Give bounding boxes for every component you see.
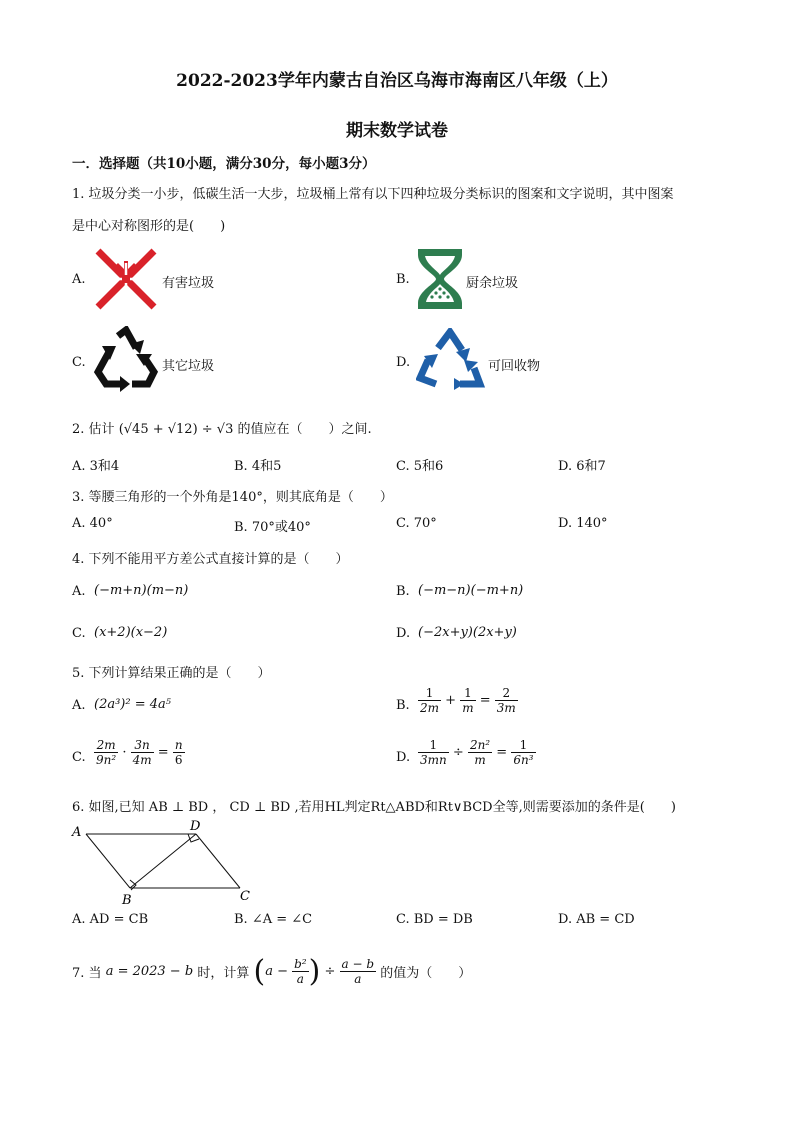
label-b: B	[122, 893, 132, 908]
q7-expression: (a − $\frac{\text{b²}}{a}$ ) ÷ $\frac{a - b}{a}$	[253, 954, 375, 989]
q1-option-c-letter: C.	[72, 355, 86, 370]
q1-option-c-label: 其它垃圾	[162, 359, 215, 374]
q6-option-a: A. AD = CB	[72, 912, 149, 927]
page-title: 2022-2023学年内蒙古自治区乌海市海南区八年级（上）	[176, 71, 618, 91]
q1-option-d-letter: D.	[396, 355, 411, 370]
q5-option-c-expression: $\frac{2m}{\text{9n²}}$ · $\frac{3n}{4m}$ = $\frac{n}{6}$	[96, 738, 183, 767]
page-subtitle: 期末数学试卷	[346, 121, 448, 141]
q5-stem: 5. 下列计算结果正确的是（ ）	[72, 666, 271, 681]
q2-option-b: B. 4和5	[234, 459, 282, 474]
q2-stem	[72, 418, 372, 437]
segment-dc	[196, 834, 240, 888]
q5-option-d-expression: $\frac{1}{3mn}$ ÷ $\frac{\text{2n²}}{m}$ = $\frac{1}{\text{6n³}}$	[420, 738, 534, 767]
q7-mid: 时，计算	[197, 966, 250, 981]
q4-option-a-letter: A.	[72, 584, 86, 599]
q4-option-d-letter: D.	[396, 626, 411, 641]
q5-option-a: (2a³)² = 4a⁵	[94, 697, 171, 712]
other-waste-icon	[92, 326, 160, 392]
label-c: C	[240, 889, 250, 904]
q1-option-b-label: 厨余垃圾	[466, 276, 519, 291]
q5-option-a-letter: A.	[72, 698, 86, 713]
q6-option-d: D. AB = CD	[558, 912, 635, 927]
section-heading: 一．选择题（共10小题，满分30分，每小题3分）	[72, 156, 376, 172]
q2-option-c: C. 5和6	[396, 459, 444, 474]
q7-suffix: 的值为（ ）	[380, 966, 472, 981]
q3-stem: 3. 等腰三角形的一个外角是140°，则其底角是（ ）	[72, 490, 393, 505]
segment-ab	[86, 834, 130, 888]
q5-option-b-letter: B.	[396, 698, 410, 713]
q7-prefix: 7. 当	[72, 966, 102, 981]
q2-option-a: A. 3和4	[72, 459, 120, 474]
q1-stem-line1: 1. 垃圾分类一小步，低碳生活一大步，垃圾桶上常有以下四种垃圾分类标识的图案和文字说明，其中图案	[72, 187, 674, 202]
q2-prefix: 2. 估计	[72, 422, 115, 437]
label-d: D	[190, 819, 201, 834]
q5-option-c-letter: C.	[72, 750, 86, 765]
q4-option-a: (−m+n)(m−n)	[94, 583, 189, 598]
q3-option-d: D. 140°	[558, 516, 608, 531]
q3-option-a: A. 40°	[72, 516, 113, 531]
q2-option-d: D. 6和7	[558, 459, 606, 474]
q4-option-c: (x+2)(x−2)	[94, 625, 168, 640]
q6-stem: 6. 如图,已知 AB ⊥ BD ， CD ⊥ BD ,若用HL判定Rt△ABD和Rt∨BCD全等,则需要添加的条件是( )	[72, 800, 676, 815]
q5-option-b-expression: $\frac{1}{2m}$ + $\frac{1}{m}$ = $\frac{2}{3m}$	[420, 686, 516, 715]
recyclable-icon	[416, 328, 486, 390]
q1-option-a-letter: A.	[72, 272, 86, 287]
label-a: A	[72, 825, 82, 840]
q3-option-c: C. 70°	[396, 516, 437, 531]
q6-figure	[68, 818, 268, 910]
q6-option-c: C. BD = DB	[396, 912, 473, 927]
kitchen-waste-icon	[416, 247, 464, 311]
q4-option-b: (−m−n)(−m+n)	[418, 583, 524, 598]
q5-option-d-letter: D.	[396, 750, 411, 765]
q6-option-b: B. ∠A = ∠C	[234, 912, 313, 927]
q1-option-b-letter: B.	[396, 272, 410, 287]
segment-bd	[130, 834, 196, 888]
q4-stem: 4. 下列不能用平方差公式直接计算的是（ ）	[72, 552, 349, 567]
q1-stem-line2: 是中心对称图形的是( )	[72, 219, 226, 234]
q4-option-d: (−2x+y)(2x+y)	[418, 625, 517, 640]
q1-option-d-label: 可回收物	[488, 359, 541, 374]
q2-suffix: 的值应在（ ）之间.	[237, 422, 372, 437]
q4-option-b-letter: B.	[396, 584, 410, 599]
hazardous-waste-icon	[94, 247, 158, 311]
q7-stem	[72, 954, 471, 989]
q3-option-b: B. 70°或40°	[234, 520, 311, 535]
q1-option-a-label: 有害垃圾	[162, 276, 215, 291]
q4-option-c-letter: C.	[72, 626, 86, 641]
q7-condition: a = 2023 − b	[105, 964, 194, 979]
q2-expression: (√45 + √12) ÷ √3	[118, 422, 234, 437]
